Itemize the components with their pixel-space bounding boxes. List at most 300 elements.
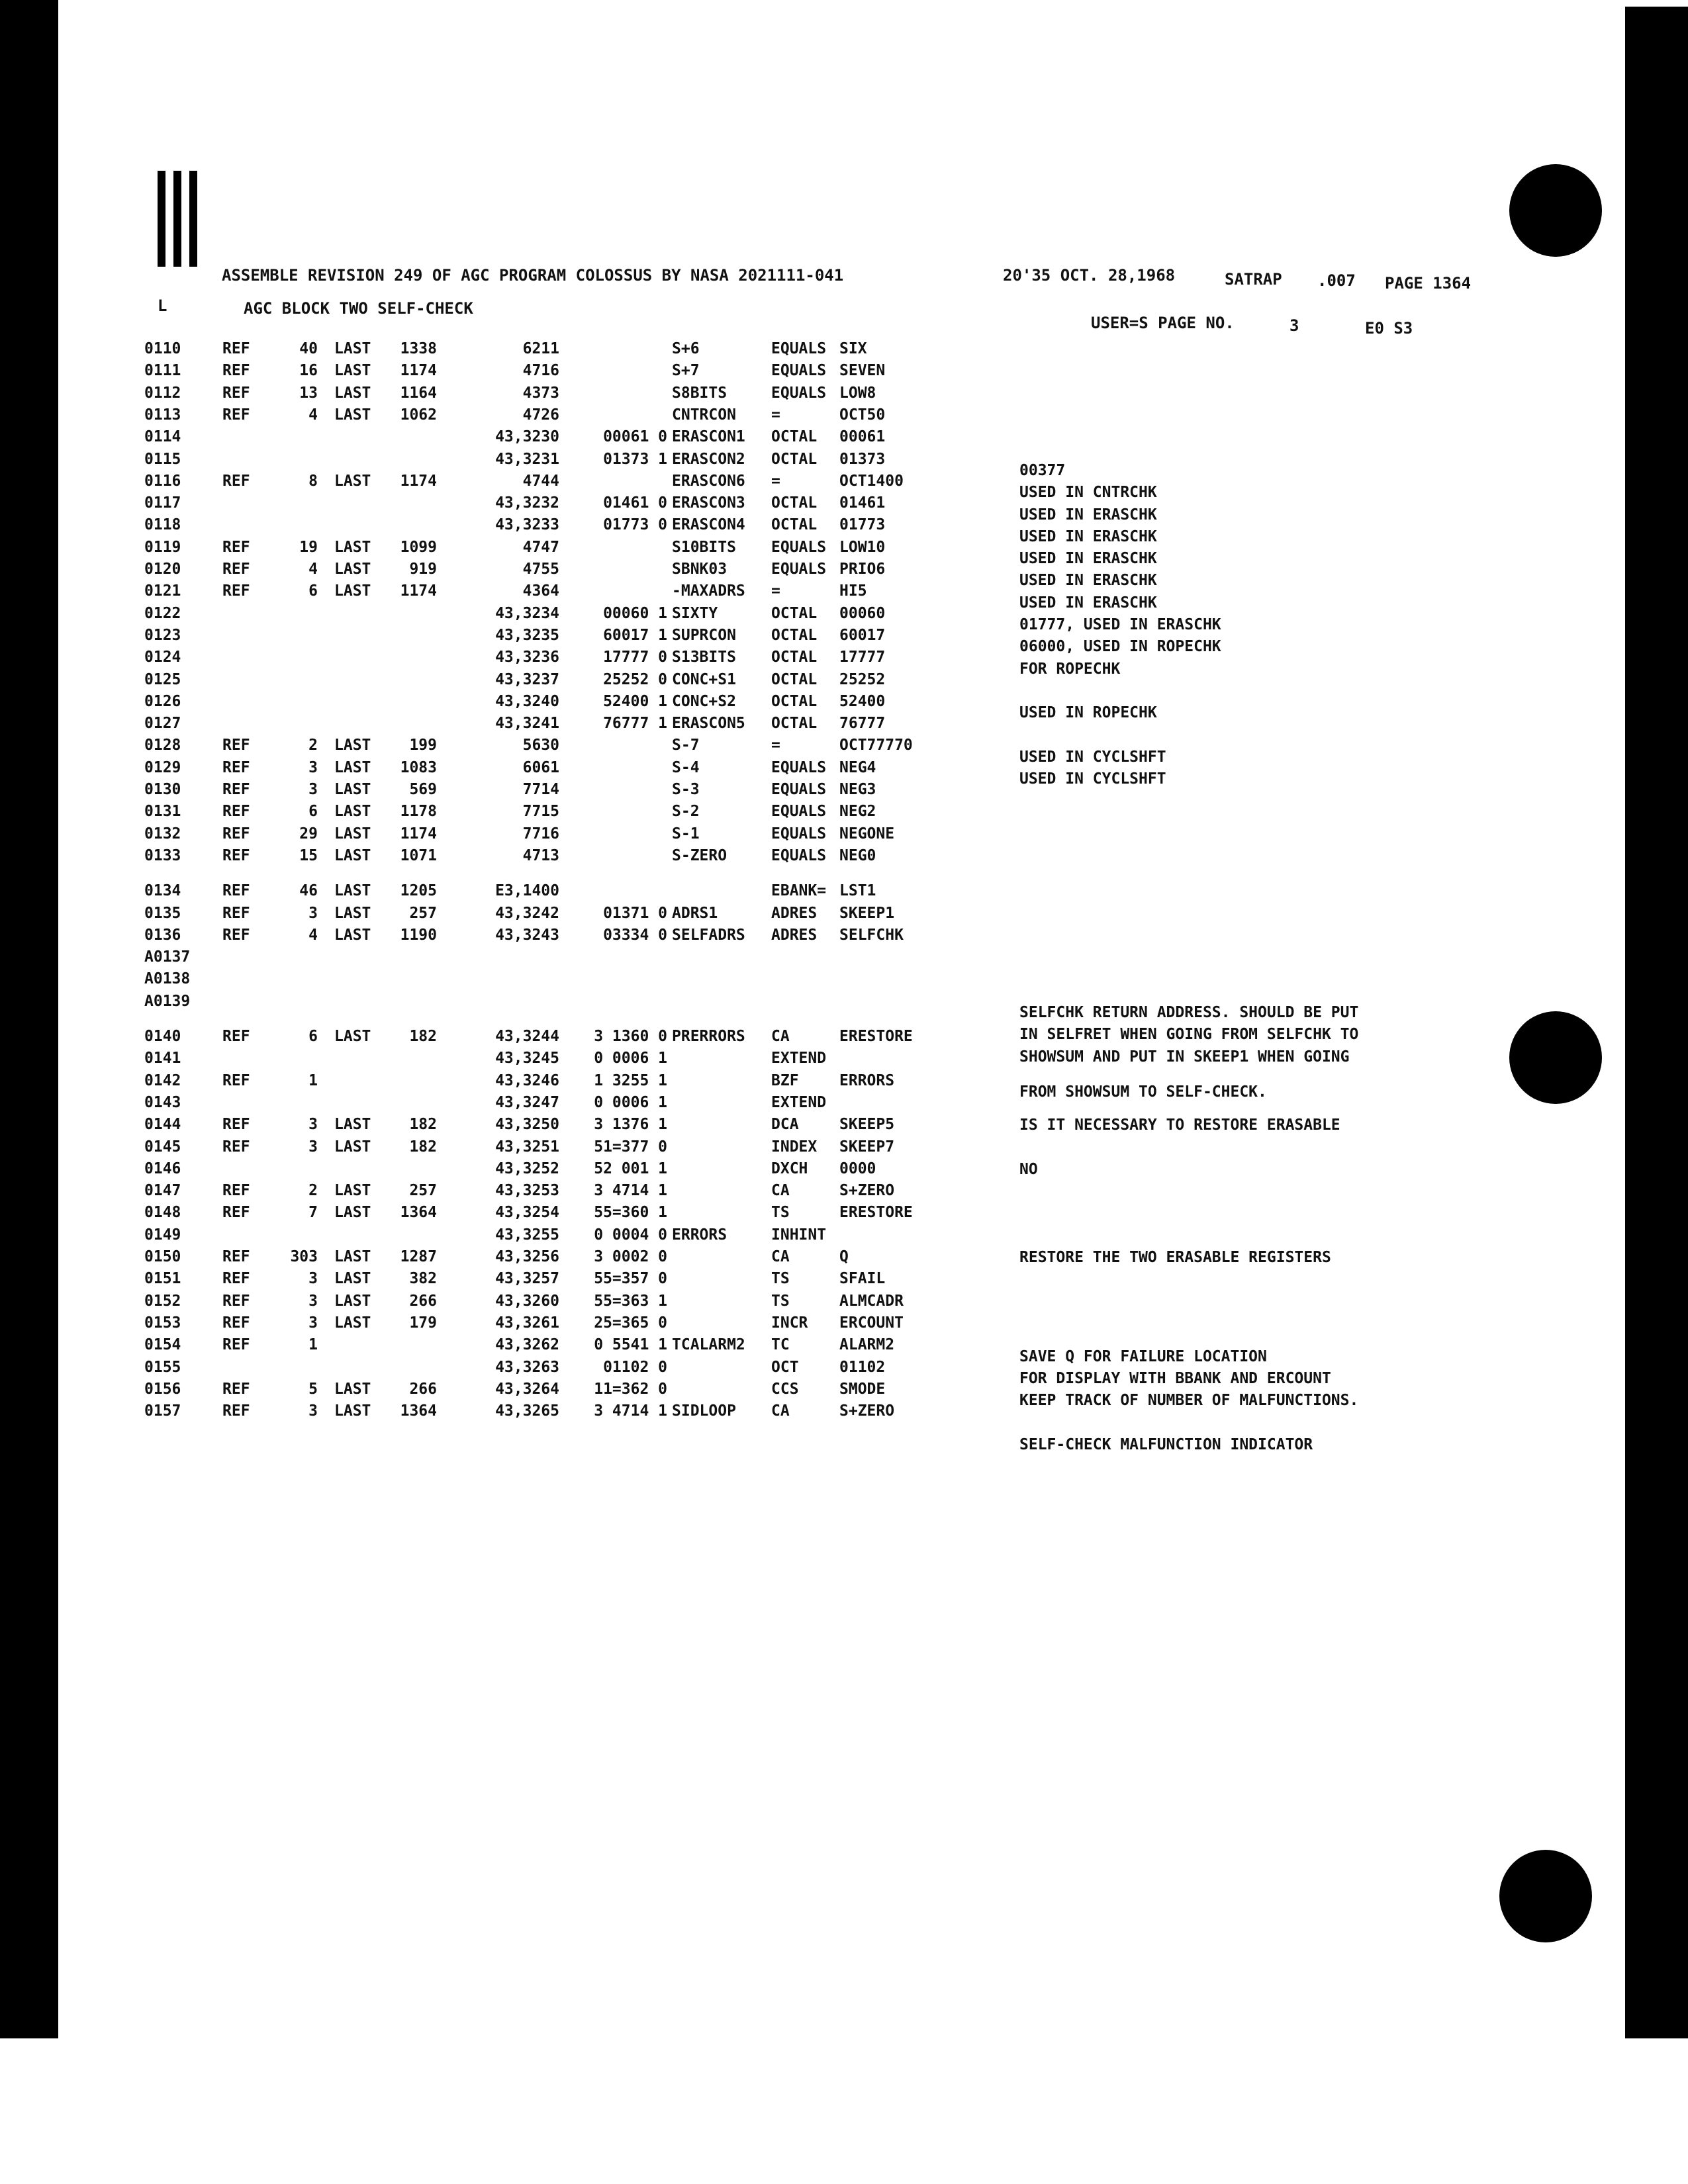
object-code: 01102 0	[603, 1358, 667, 1376]
symbol-label: -MAXADRS	[672, 582, 745, 600]
last-label: LAST	[334, 1248, 371, 1265]
line-number: 0144	[144, 1116, 181, 1134]
last-line: 1062	[400, 406, 437, 424]
line-number: 0131	[144, 803, 181, 821]
address: 43,3230	[495, 428, 559, 446]
listing-row	[0, 582, 993, 604]
operand: SFAIL	[839, 1270, 886, 1288]
address: 43,3255	[495, 1226, 559, 1244]
line-number: 0121	[144, 582, 181, 600]
operand: SIX	[839, 340, 867, 357]
listing-row	[0, 1028, 993, 1049]
symbol-label: ERASCON2	[672, 450, 745, 468]
address: 43,3241	[495, 715, 559, 733]
address: 43,3234	[495, 604, 559, 622]
line-number: 0115	[144, 450, 181, 468]
opcode: DXCH	[771, 1160, 808, 1177]
register-mark	[158, 171, 165, 267]
opcode: OCTAL	[771, 649, 818, 666]
ref-count: 40	[299, 340, 318, 357]
address: 43,3256	[495, 1248, 559, 1265]
line-number: 0134	[144, 882, 181, 900]
symbol-label: SUPRCON	[672, 626, 736, 644]
ref-count: 303	[290, 1248, 318, 1265]
comment-line: USED IN ERASCHK	[1019, 572, 1157, 590]
address: 43,3263	[495, 1358, 559, 1376]
opcode: CA	[771, 1248, 790, 1265]
opcode: ADRES	[771, 904, 818, 922]
object-code: 0 0006 1	[594, 1093, 667, 1111]
last-line: 1083	[400, 758, 437, 776]
line-number: 0135	[144, 904, 181, 922]
address: 43,3246	[495, 1071, 559, 1089]
opcode: TC	[771, 1336, 790, 1354]
last-label: LAST	[334, 737, 371, 754]
operand: SKEEP7	[839, 1138, 895, 1156]
last-label: LAST	[334, 882, 371, 900]
address: 43,3265	[495, 1402, 559, 1420]
address: 43,3236	[495, 649, 559, 666]
ref-flag: REF	[222, 362, 250, 380]
listing-row	[0, 1226, 993, 1248]
last-label: LAST	[334, 904, 371, 922]
punch-hole-top	[1509, 164, 1602, 257]
operand: NEGONE	[839, 825, 895, 842]
ref-flag: REF	[222, 1402, 250, 1420]
comment-line: FOR DISPLAY WITH BBANK AND ERCOUNT	[1019, 1369, 1331, 1387]
listing-row	[0, 1182, 993, 1203]
object-code: 60017 1	[603, 626, 667, 644]
symbol-label: SIDLOOP	[672, 1402, 736, 1420]
last-label: LAST	[334, 362, 371, 380]
ref-count: 2	[308, 737, 318, 754]
register-mark	[173, 171, 181, 267]
opcode: INCR	[771, 1314, 808, 1332]
line-number: A0138	[144, 970, 191, 988]
listing-row	[0, 993, 993, 1014]
listing-row	[0, 385, 993, 406]
last-line: 1178	[400, 803, 437, 821]
line-number: 0148	[144, 1204, 181, 1222]
ref-count: 3	[308, 1314, 318, 1332]
opcode: INHINT	[771, 1226, 827, 1244]
ref-count: 1	[308, 1071, 318, 1089]
last-line: 1174	[400, 825, 437, 842]
opcode: EQUALS	[771, 340, 827, 357]
ref-flag: REF	[222, 846, 250, 864]
ref-flag: REF	[222, 1071, 250, 1089]
line-number: 0140	[144, 1028, 181, 1045]
listing-row	[0, 948, 993, 970]
last-label: LAST	[334, 384, 371, 402]
address: 43,3235	[495, 626, 559, 644]
opcode: EXTEND	[771, 1050, 827, 1068]
ref-count: 7	[308, 1204, 318, 1222]
opcode: ADRES	[771, 926, 818, 944]
last-line: 1099	[400, 538, 437, 556]
address: 43,3261	[495, 1314, 559, 1332]
last-line: 257	[409, 904, 437, 922]
ref-count: 15	[299, 846, 318, 864]
operand: NEG2	[839, 803, 876, 821]
ref-flag: REF	[222, 825, 250, 842]
operand: 01773	[839, 516, 886, 534]
line-number: 0145	[144, 1138, 181, 1156]
opcode: =	[771, 472, 780, 490]
object-code: 52400 1	[603, 692, 667, 710]
opcode: EBANK=	[771, 882, 827, 900]
symbol-label: SELFADRS	[672, 926, 745, 944]
line-number: 0152	[144, 1292, 181, 1310]
line-number: 0112	[144, 384, 181, 402]
address: 43,3260	[495, 1292, 559, 1310]
operand: 52400	[839, 692, 886, 710]
last-line: 179	[409, 1314, 437, 1332]
ref-flag: REF	[222, 737, 250, 754]
object-code: 11=362 0	[594, 1380, 667, 1398]
line-number: 0110	[144, 340, 181, 357]
operand: SKEEP1	[839, 904, 895, 922]
address: 43,3264	[495, 1380, 559, 1398]
line-number: 0133	[144, 846, 181, 864]
comment-line: USED IN ROPECHK	[1019, 704, 1157, 722]
program-title: ASSEMBLE REVISION 249 OF AGC PROGRAM COLOSSUS BY NASA 2021111-041	[222, 266, 844, 285]
last-line: 257	[409, 1182, 437, 1200]
line-number: 0111	[144, 362, 181, 380]
ref-count: 1	[308, 1336, 318, 1354]
ref-flag: REF	[222, 1314, 250, 1332]
ref-flag: REF	[222, 384, 250, 402]
opcode: OCTAL	[771, 450, 818, 468]
address: 43,3257	[495, 1270, 559, 1288]
listing-row	[0, 1293, 993, 1314]
ref-flag: REF	[222, 1204, 250, 1222]
last-line: 1338	[400, 340, 437, 357]
punch-hole-bottom	[1499, 1850, 1592, 1942]
operand: ERESTORE	[839, 1204, 913, 1222]
system-version: .007	[1317, 271, 1356, 290]
opcode: EQUALS	[771, 362, 827, 380]
comment-line: SHOWSUM AND PUT IN SKEEP1 WHEN GOING	[1019, 1048, 1350, 1066]
operand: LST1	[839, 882, 876, 900]
last-line: 266	[409, 1380, 437, 1398]
listing-row	[0, 882, 993, 903]
symbol-label: S-ZERO	[672, 846, 727, 864]
object-code: 25=365 0	[594, 1314, 667, 1332]
last-line: 1174	[400, 582, 437, 600]
address: 43,3242	[495, 904, 559, 922]
opcode: EXTEND	[771, 1093, 827, 1111]
line-number: 0147	[144, 1182, 181, 1200]
ref-count: 5	[308, 1380, 318, 1398]
line-number: 0130	[144, 781, 181, 798]
ref-flag: REF	[222, 803, 250, 821]
last-line: 1287	[400, 1248, 437, 1265]
comment-line: USED IN ERASCHK	[1019, 594, 1157, 612]
ref-count: 4	[308, 561, 318, 578]
users-page-number: 3	[1289, 316, 1299, 335]
line-number: 0154	[144, 1336, 181, 1354]
last-line: 182	[409, 1116, 437, 1134]
address: 4716	[522, 362, 559, 380]
symbol-label: ADRS1	[672, 904, 718, 922]
opcode: DCA	[771, 1116, 799, 1134]
object-code: 52 001 1	[594, 1160, 667, 1177]
listing-row	[0, 1336, 993, 1357]
symbol-label: CONC+S2	[672, 692, 736, 710]
system-name: SATRAP	[1225, 270, 1282, 289]
address: 7714	[522, 781, 559, 798]
operand: SELFCHK	[839, 926, 904, 944]
object-code: 25252 0	[603, 670, 667, 688]
ref-count: 3	[308, 1402, 318, 1420]
opcode: EQUALS	[771, 846, 827, 864]
line-number: 0129	[144, 758, 181, 776]
last-label: LAST	[334, 1116, 371, 1134]
opcode: OCTAL	[771, 626, 818, 644]
operand: 01461	[839, 494, 886, 512]
comment-line: SELF-CHECK MALFUNCTION INDICATOR	[1019, 1435, 1313, 1453]
opcode: =	[771, 406, 780, 424]
last-line: 1364	[400, 1204, 437, 1222]
opcode: EQUALS	[771, 758, 827, 776]
address: 43,3245	[495, 1050, 559, 1068]
object-code: 3 4714 1	[594, 1182, 667, 1200]
object-code: 55=360 1	[594, 1204, 667, 1222]
opcode: CCS	[771, 1380, 799, 1398]
operand: NEG4	[839, 758, 876, 776]
listing-row	[0, 1116, 993, 1137]
operand: Q	[839, 1248, 849, 1265]
section-title: AGC BLOCK TWO SELF-CHECK	[244, 299, 473, 318]
listing-row	[0, 970, 993, 991]
ref-flag: REF	[222, 582, 250, 600]
ref-count: 4	[308, 926, 318, 944]
line-number: 0132	[144, 825, 181, 842]
listing-row	[0, 1359, 993, 1380]
operand: SMODE	[839, 1380, 886, 1398]
opcode: TS	[771, 1270, 790, 1288]
line-number: 0142	[144, 1071, 181, 1089]
line-number: 0150	[144, 1248, 181, 1265]
register-mark	[189, 171, 197, 267]
line-number: 0117	[144, 494, 181, 512]
line-number: 0153	[144, 1314, 181, 1332]
last-label: LAST	[334, 1182, 371, 1200]
comment-line: IN SELFRET WHEN GOING FROM SELFCHK TO	[1019, 1026, 1359, 1044]
object-code: 00060 1	[603, 604, 667, 622]
address: 4713	[522, 846, 559, 864]
opcode: OCTAL	[771, 692, 818, 710]
opcode: =	[771, 737, 780, 754]
ref-count: 29	[299, 825, 318, 842]
listing-row	[0, 1270, 993, 1291]
listing-row	[0, 1314, 993, 1336]
ref-flag: REF	[222, 1028, 250, 1045]
line-number: 0156	[144, 1380, 181, 1398]
operand: NEG0	[839, 846, 876, 864]
symbol-label: S-1	[672, 825, 700, 842]
opcode: EQUALS	[771, 781, 827, 798]
object-code: 55=357 0	[594, 1270, 667, 1288]
comment-line: USED IN CNTRCHK	[1019, 484, 1157, 502]
opcode: EQUALS	[771, 803, 827, 821]
ref-flag: REF	[222, 882, 250, 900]
object-code: 55=363 1	[594, 1292, 667, 1310]
address: 4747	[522, 538, 559, 556]
operand: 25252	[839, 670, 886, 688]
last-line: 182	[409, 1138, 437, 1156]
operand: 00061	[839, 428, 886, 446]
listing-row	[0, 781, 993, 802]
object-code: 3 4714 1	[594, 1402, 667, 1420]
comment-line: USED IN ERASCHK	[1019, 506, 1157, 523]
listing-row	[0, 362, 993, 383]
comment-line: 00377	[1019, 461, 1066, 479]
symbol-label: CNTRCON	[672, 406, 736, 424]
comment-line: USED IN CYCLSHFT	[1019, 770, 1166, 788]
symbol-label: SBNK03	[672, 561, 727, 578]
users-page-label: USER=S PAGE NO.	[1091, 314, 1235, 332]
listing-row	[0, 1138, 993, 1160]
opcode: EQUALS	[771, 384, 827, 402]
listing-row	[0, 1160, 993, 1181]
last-line: 1190	[400, 926, 437, 944]
address: 7716	[522, 825, 559, 842]
ref-count: 6	[308, 1028, 318, 1045]
listing-row	[0, 340, 993, 361]
line-number: 0113	[144, 406, 181, 424]
operand: S+ZERO	[839, 1402, 895, 1420]
object-code: 0 0004 0	[594, 1226, 667, 1244]
listing-row	[0, 927, 993, 948]
ref-flag: REF	[222, 904, 250, 922]
address: 7715	[522, 803, 559, 821]
symbol-label: S+7	[672, 362, 700, 380]
last-line: 199	[409, 737, 437, 754]
line-number: 0149	[144, 1226, 181, 1244]
address: 4726	[522, 406, 559, 424]
opcode: TS	[771, 1292, 790, 1310]
ref-count: 3	[308, 1292, 318, 1310]
last-label: LAST	[334, 825, 371, 842]
object-code: 01373 1	[603, 450, 667, 468]
address: 43,3243	[495, 926, 559, 944]
operand: ALMCADR	[839, 1292, 904, 1310]
ref-flag: REF	[222, 1336, 250, 1354]
address: 6061	[522, 758, 559, 776]
address: 4744	[522, 472, 559, 490]
operand: PRIO6	[839, 561, 886, 578]
operand: NEG3	[839, 781, 876, 798]
symbol-label: SIXTY	[672, 604, 718, 622]
last-label: LAST	[334, 1204, 371, 1222]
opcode: EQUALS	[771, 538, 827, 556]
opcode: EQUALS	[771, 561, 827, 578]
symbol-label: S-2	[672, 803, 700, 821]
opcode: CA	[771, 1028, 790, 1045]
line-number: 0124	[144, 649, 181, 666]
listing-row	[0, 1094, 993, 1115]
opcode: TS	[771, 1204, 790, 1222]
address: 43,3250	[495, 1116, 559, 1134]
symbol-label: TCALARM2	[672, 1336, 745, 1354]
opcode: OCTAL	[771, 670, 818, 688]
object-code: 51=377 0	[594, 1138, 667, 1156]
object-code: 3 0002 0	[594, 1248, 667, 1265]
listing-row	[0, 671, 993, 692]
last-line: 919	[409, 561, 437, 578]
operand: 60017	[839, 626, 886, 644]
object-code: 01371 0	[603, 904, 667, 922]
symbol-label: S10BITS	[672, 538, 736, 556]
symbol-label: S8BITS	[672, 384, 727, 402]
comment-line: IS IT NECESSARY TO RESTORE ERASABLE	[1019, 1116, 1340, 1134]
listing-row	[0, 605, 993, 626]
last-line: 382	[409, 1270, 437, 1288]
comment-line: 01777, USED IN ERASCHK	[1019, 616, 1221, 633]
ref-count: 8	[308, 472, 318, 490]
last-label: LAST	[334, 561, 371, 578]
listing-row	[0, 737, 993, 758]
operand: OCT77770	[839, 737, 913, 754]
opcode: OCTAL	[771, 494, 818, 512]
listing-row	[0, 693, 993, 714]
listing-row	[0, 494, 993, 516]
last-label: LAST	[334, 1380, 371, 1398]
ref-count: 3	[308, 1116, 318, 1134]
operand: 01373	[839, 450, 886, 468]
listing-row	[0, 1381, 993, 1402]
line-number: 0126	[144, 692, 181, 710]
comment-line: USED IN CYCLSHFT	[1019, 748, 1166, 766]
object-code: 01773 0	[603, 516, 667, 534]
symbol-label: S13BITS	[672, 649, 736, 666]
left-scan-border	[0, 0, 58, 2038]
listing-row	[0, 428, 993, 449]
misc-code: E0 S3	[1365, 319, 1413, 338]
ref-count: 19	[299, 538, 318, 556]
address: 6211	[522, 340, 559, 357]
ref-flag: REF	[222, 781, 250, 798]
opcode: OCT	[771, 1358, 799, 1376]
address: 43,3240	[495, 692, 559, 710]
operand: 00060	[839, 604, 886, 622]
comment-line: USED IN ERASCHK	[1019, 527, 1157, 545]
ref-count: 6	[308, 803, 318, 821]
line-number: 0157	[144, 1402, 181, 1420]
listing-row	[0, 825, 993, 846]
line-number: 0118	[144, 516, 181, 534]
last-label: LAST	[334, 926, 371, 944]
ref-count: 3	[308, 1270, 318, 1288]
last-line: 569	[409, 781, 437, 798]
ref-count: 46	[299, 882, 318, 900]
ref-flag: REF	[222, 926, 250, 944]
listing-row	[0, 759, 993, 780]
ref-flag: REF	[222, 1270, 250, 1288]
punch-hole-middle	[1509, 1011, 1602, 1104]
listing-row	[0, 905, 993, 926]
address: 4755	[522, 561, 559, 578]
last-label: LAST	[334, 803, 371, 821]
object-code: 0 0006 1	[594, 1050, 667, 1068]
address: 43,3262	[495, 1336, 559, 1354]
opcode: OCTAL	[771, 516, 818, 534]
object-code: 17777 0	[603, 649, 667, 666]
listing-row	[0, 1204, 993, 1225]
last-label: LAST	[334, 1292, 371, 1310]
